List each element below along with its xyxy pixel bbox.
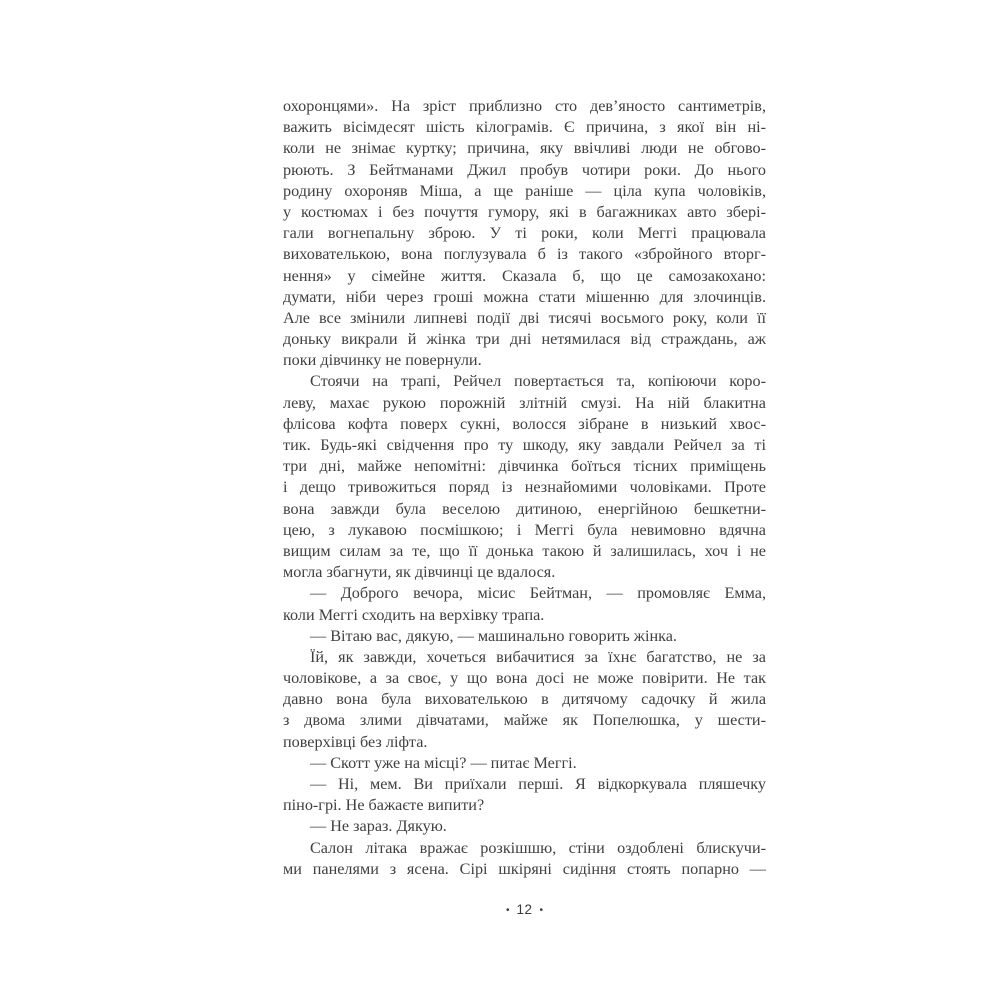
- text-line: три дні, майже непомітні: дівчинка боїться тісних приміщень: [283, 457, 766, 476]
- paragraph: [283, 774, 766, 816]
- paragraph: [283, 838, 766, 880]
- paragraph: [283, 816, 766, 837]
- text-line: леву, махає рукою порожній злітній смузі. На ній блакитна: [283, 393, 766, 412]
- text-line: Але все змінили липневі події дві тисячі восьмого року, коли її: [283, 308, 766, 327]
- text-line: — Не зараз. Дякую.: [310, 817, 447, 836]
- text-line: Їй, як завжди, хочеться вибачитися за їхнє багатство, не за: [310, 647, 766, 666]
- text-line: — Доброго вечора, місис Бейтман, — промовляє Емма,: [310, 584, 766, 603]
- text-line: піно-грі. Не бажаєте випити?: [283, 796, 485, 815]
- text-line: родину охороняв Міша, а ще раніше — ціла купа чоловіків,: [283, 181, 766, 200]
- text-line: рюють. З Бейтманами Джил пробув чотири роки. До нього: [283, 160, 766, 179]
- text-line: флісова кофта поверх сукні, волосся зібране в низький хвос-: [283, 414, 766, 433]
- text-line: у костюмах і без почуття гумору, які в багажниках авто збері-: [283, 202, 766, 221]
- text-line: вищим силам за те, що її донька такою й залишилась, хоч і не: [283, 541, 766, 560]
- footer-left-dot: •: [505, 905, 510, 916]
- text-line: нення» у сімейне життя. Сказала б, що це самозакохано:: [283, 266, 766, 285]
- text-line: коли не знімає куртку; причина, яку ввічливі люди не обгово-: [283, 139, 766, 158]
- text-line: охоронцями». На зріст приблизно сто дев’яносто сантиметрів,: [283, 97, 766, 115]
- text-line: і дещо тривожиться поряд із незнайомими чоловіками. Проте: [283, 478, 766, 497]
- page-number: [283, 901, 766, 920]
- text-line: тик. Будь-які свідчення про ту шкоду, яку завдали Рейчел за ті: [283, 436, 766, 454]
- text-line: Стоячи на трапі, Рейчел повертається та, копіюючи коро-: [310, 372, 766, 391]
- text-line: важить вісімдесят шість кілограмів. Є причина, з якої він ні-: [283, 118, 766, 137]
- text-line: Салон літака вражає розкішшю, стіни оздоблені блискучи-: [310, 838, 766, 857]
- paragraph: [283, 371, 766, 583]
- text-line: думати, ніби через гроші можна стати мішенню для злочинців.: [283, 287, 766, 306]
- paragraph: [283, 626, 766, 647]
- text-line: давно вона була вихователькою в дитячому садочку й жила: [283, 690, 766, 709]
- text-line: — Скотт уже на місці? — питає Меггі.: [310, 753, 577, 772]
- text-block: [283, 96, 766, 880]
- text-line: гали вогнепальну зброю. У ті роки, коли Меггі працювала: [283, 224, 766, 243]
- text-line: могла збагнути, як дівчинці це вдалося.: [283, 563, 556, 582]
- paragraph: [283, 96, 766, 371]
- paragraph: [283, 753, 766, 774]
- text-line: вихователькою, вона поглузувала б із такого «збройного вторг-: [283, 245, 766, 264]
- text-line: чоловікове, а за своє, у що вона досі не може повірити. Не так: [283, 669, 766, 688]
- text-line: коли Меггі сходить на верхівку трапа.: [283, 605, 545, 624]
- page-number-value: 12: [516, 902, 533, 917]
- text-line: ми панелями з ясена. Сірі шкіряні сидіння стоять попарно —: [283, 859, 766, 878]
- text-line: цею, з лукавою посмішкою; і Меггі була невимовно вдячна: [283, 520, 766, 539]
- text-line: вона завжди була веселою дитиною, енергійною бешкетни-: [283, 499, 766, 518]
- text-line: поверхівці без ліфта.: [283, 732, 428, 751]
- text-line: з двома злими дівчатами, майже як Попелюшка, у шести-: [283, 711, 766, 730]
- footer-right-dot: •: [539, 905, 544, 916]
- paragraph: [283, 583, 766, 625]
- paragraph: [283, 647, 766, 753]
- text-line: — Вітаю вас, дякую, — машинально говорить жінка.: [310, 626, 677, 645]
- text-line: поки дівчинку не повернули.: [283, 351, 482, 370]
- text-line: — Ні, мем. Ви приїхали перші. Я відкоркувала пляшечку: [310, 775, 766, 793]
- text-line: доньку викрали й жінка три дні нетямилася від страждань, аж: [283, 330, 766, 349]
